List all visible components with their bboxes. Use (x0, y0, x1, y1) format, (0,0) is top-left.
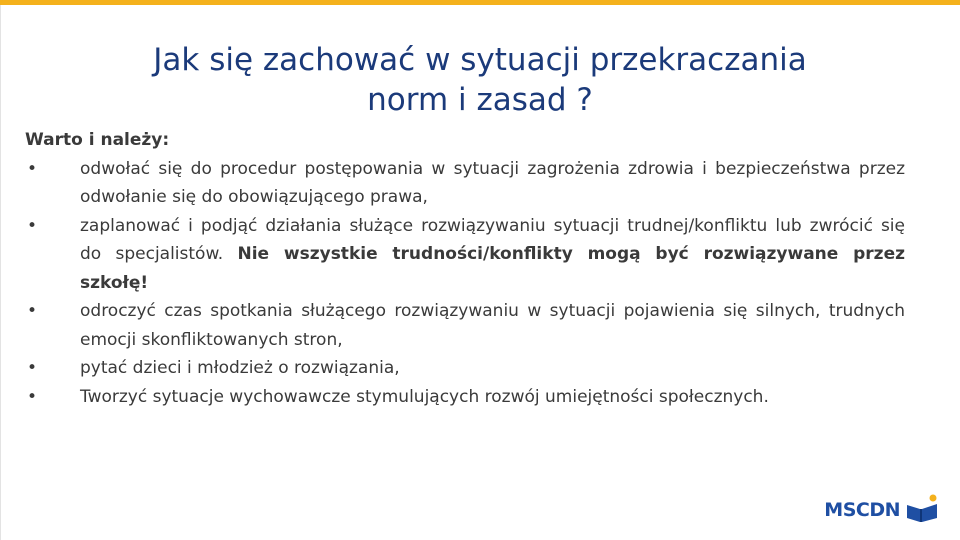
list-item-text: odroczyć czas spotkania służącego rozwiązywaniu w sytuacji pojawienia się silnych, trudnych emocji skonfliktowanych stron, (80, 301, 905, 350)
mscdn-logo (824, 493, 940, 527)
intro-label: Warto i należy: (25, 130, 170, 150)
book-icon (904, 493, 940, 527)
slide-title (80, 40, 880, 120)
list-item-text: zaplanować i podjąć działania służące rozwiązywaniu sytuacji trudnej/konfliktu lub zwrócić się do specjalistów. (80, 215, 905, 264)
bullet-marker: • (27, 158, 38, 179)
list-item (25, 155, 905, 212)
logo-text: MSCDN (824, 499, 900, 521)
list-item-bold-text: Nie wszystkie trudności/konflikty mogą być rozwiązywane przez szkołę! (80, 244, 905, 293)
list-item-text: pytać dzieci i młodzież o rozwiązania, (80, 358, 400, 378)
list-item-text: odwołać się do procedur postępowania w sytuacji zagrożenia zdrowia i bezpieczeństwa przez odwołanie się do obowiązującego prawa, (80, 158, 905, 207)
list-item (25, 383, 905, 412)
bullet-marker: • (27, 358, 38, 378)
top-accent-bar (0, 0, 960, 5)
title-line-1: Jak się zachować w sytuacji przekraczania (153, 42, 807, 78)
list-item (25, 354, 905, 383)
bullet-marker: • (27, 386, 38, 407)
bullet-marker: • (27, 301, 38, 321)
bullet-marker: • (27, 215, 38, 236)
list-item (25, 297, 905, 354)
list-item-text: Tworzyć sytuacje wychowawcze stymulujących rozwój umiejętności społecznych. (80, 386, 769, 407)
slide-content (25, 126, 905, 411)
left-border-line (0, 5, 1, 540)
bullet-list (25, 155, 905, 412)
list-item (25, 212, 905, 298)
title-line-2: norm i zasad ? (367, 82, 593, 118)
